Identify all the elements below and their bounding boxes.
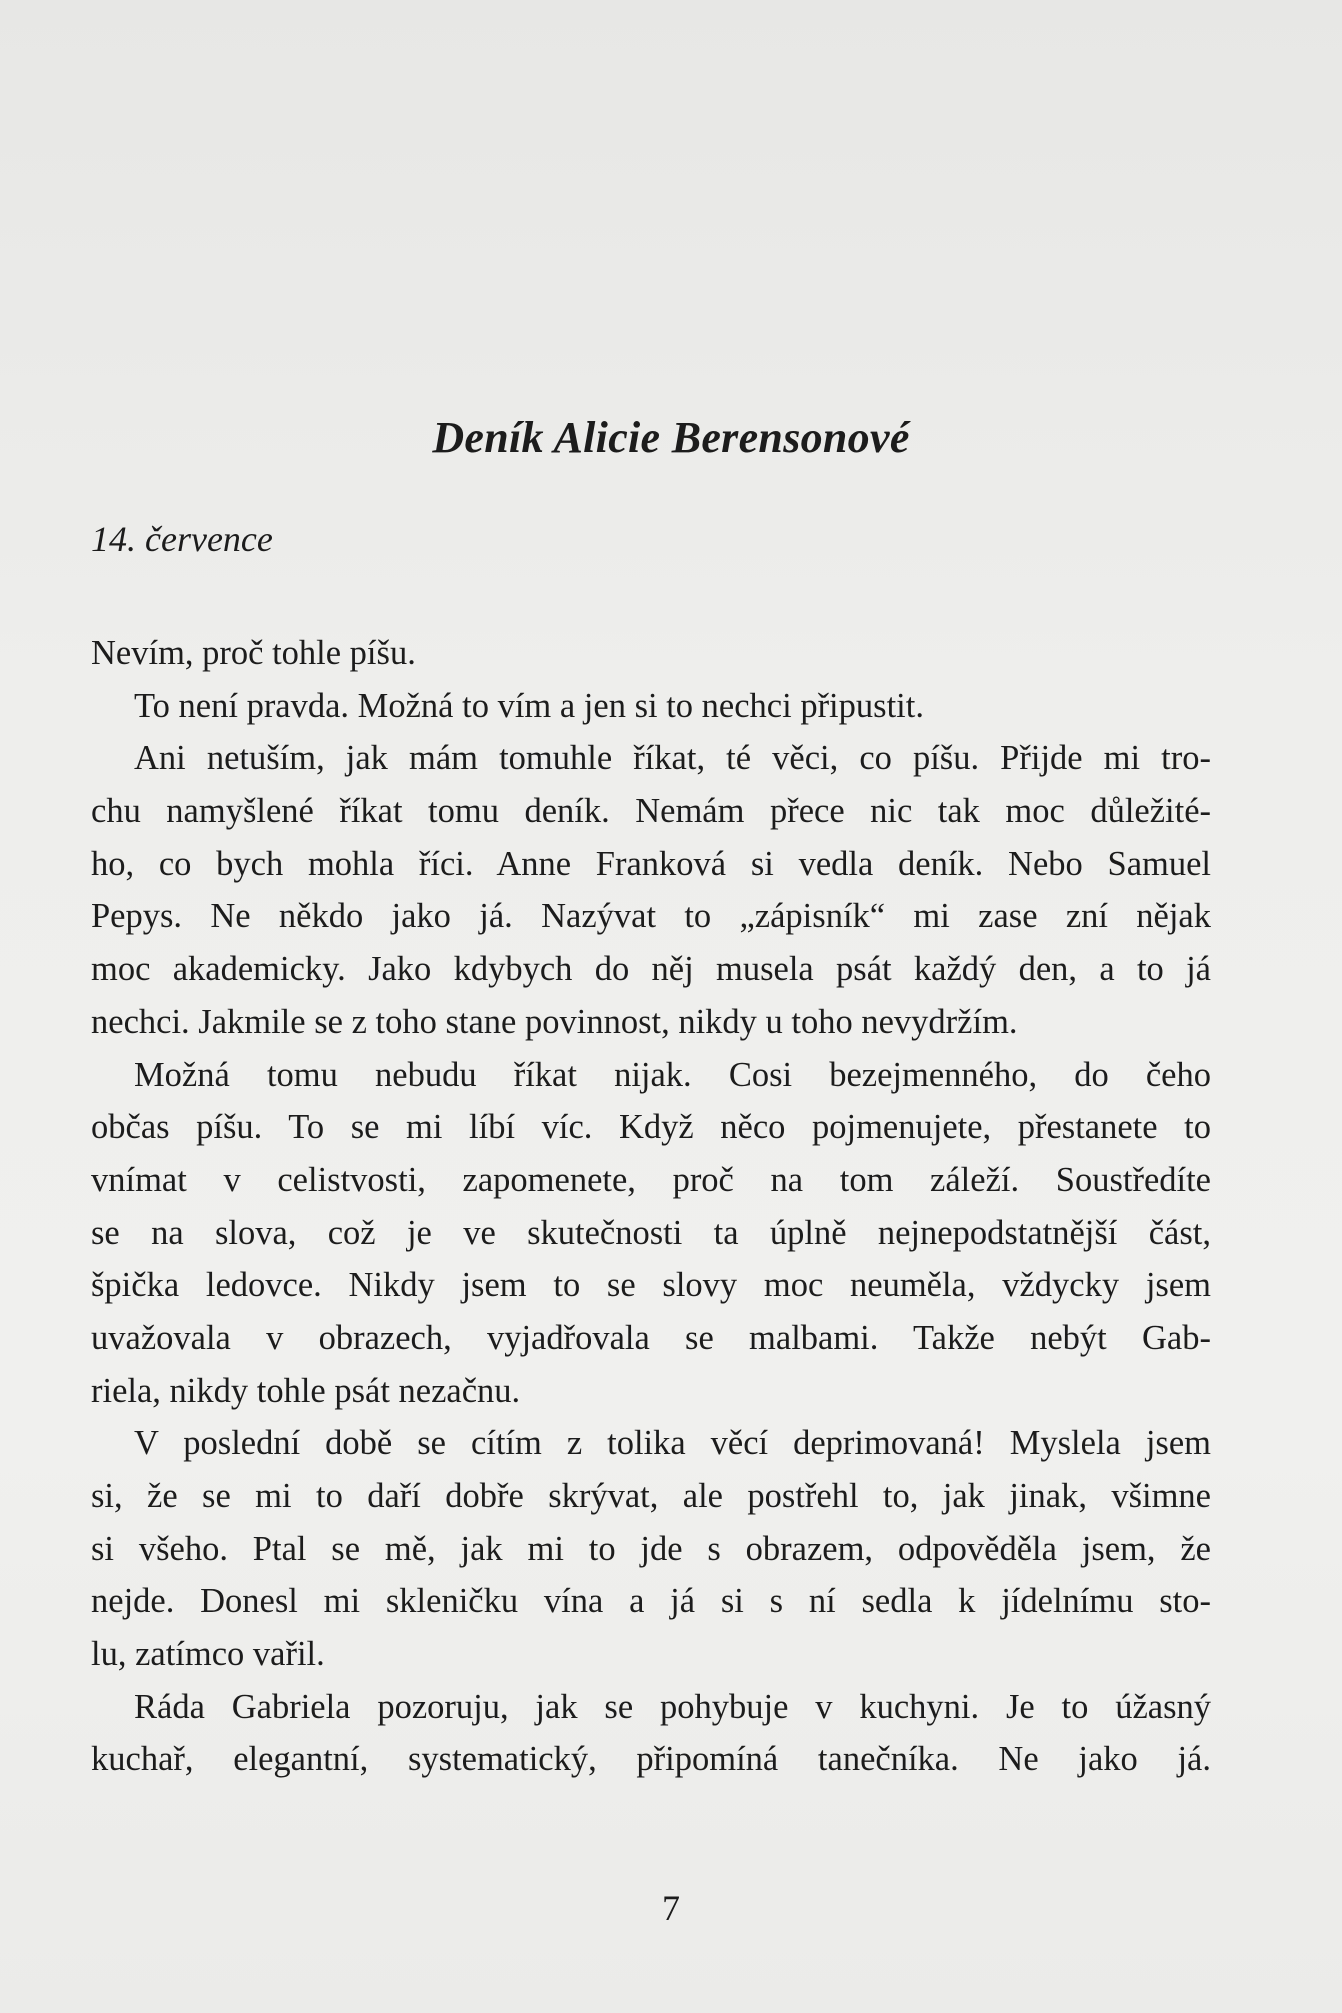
text-line: kuchař, elegantní, systematický, připomíná tanečníka. Ne jako já. xyxy=(91,1740,1211,1779)
text-line: špička ledovce. Nikdy jsem to se slovy moc neuměla, vždycky jsem xyxy=(91,1266,1211,1305)
text-line: Možná tomu nebudu říkat nijak. Cosi bezejmenného, do čeho xyxy=(134,1055,1211,1094)
chapter-title: Deník Alicie Berensonové xyxy=(432,413,910,462)
text-line: vnímat v celistvosti, zapomenete, proč na tom záleží. Soustředíte xyxy=(91,1160,1211,1199)
text-line: V poslední době se cítím z tolika věcí deprimovaná! Myslela jsem xyxy=(134,1424,1211,1463)
text-line: lu, zatímco vařil. xyxy=(91,1635,325,1674)
text-line: riela, nikdy tohle psát nezačnu. xyxy=(91,1371,521,1410)
page-number: 7 xyxy=(662,1888,680,1928)
text-line: Nevím, proč tohle píšu. xyxy=(91,634,416,672)
text-line: Ráda Gabriela pozoruju, jak se pohybuje v kuchyni. Je to úžasný xyxy=(134,1687,1211,1726)
diary-entry-date: 14. července xyxy=(91,519,273,559)
text-line: uvažovala v obrazech, vyjadřovala se malbami. Takže nebýt Gab- xyxy=(91,1318,1211,1357)
text-line: si všeho. Ptal se mě, jak mi to jde s obrazem, odpověděla jsem, že xyxy=(91,1529,1211,1568)
text-line: nejde. Donesl mi skleničku vína a já si s ní sedla k jídelnímu sto- xyxy=(91,1582,1211,1621)
text-line: ho, co bych mohla říci. Anne Franková si vedla deník. Nebo Samuel xyxy=(91,844,1211,883)
text-line: nechci. Jakmile se z toho stane povinnost, nikdy u toho nevydržím. xyxy=(91,1002,1018,1041)
text-line: si, že se mi to daří dobře skrývat, ale postřehl to, jak jinak, všimne xyxy=(91,1477,1211,1515)
text-line: moc akademicky. Jako kdybych do něj musela psát každý den, a to já xyxy=(91,950,1211,989)
text-line: chu namyšlené říkat tomu deník. Nemám přece nic tak moc důležité- xyxy=(91,792,1211,831)
text-line: To není pravda. Možná to vím a jen si to nechci připustit. xyxy=(134,686,924,725)
text-line: Pepys. Ne někdo jako já. Nazývat to „zápisník“ mi zase zní nějak xyxy=(91,897,1211,936)
body-text xyxy=(91,627,1211,1786)
text-line: Ani netuším, jak mám tomuhle říkat, té věci, co píšu. Přijde mi tro- xyxy=(134,739,1211,778)
text-line: občas píšu. To se mi líbí víc. Když něco pojmenujete, přestanete to xyxy=(91,1108,1211,1147)
text-line: se na slova, což je ve skutečnosti ta úplně nejnepodstatnější část, xyxy=(91,1213,1211,1252)
